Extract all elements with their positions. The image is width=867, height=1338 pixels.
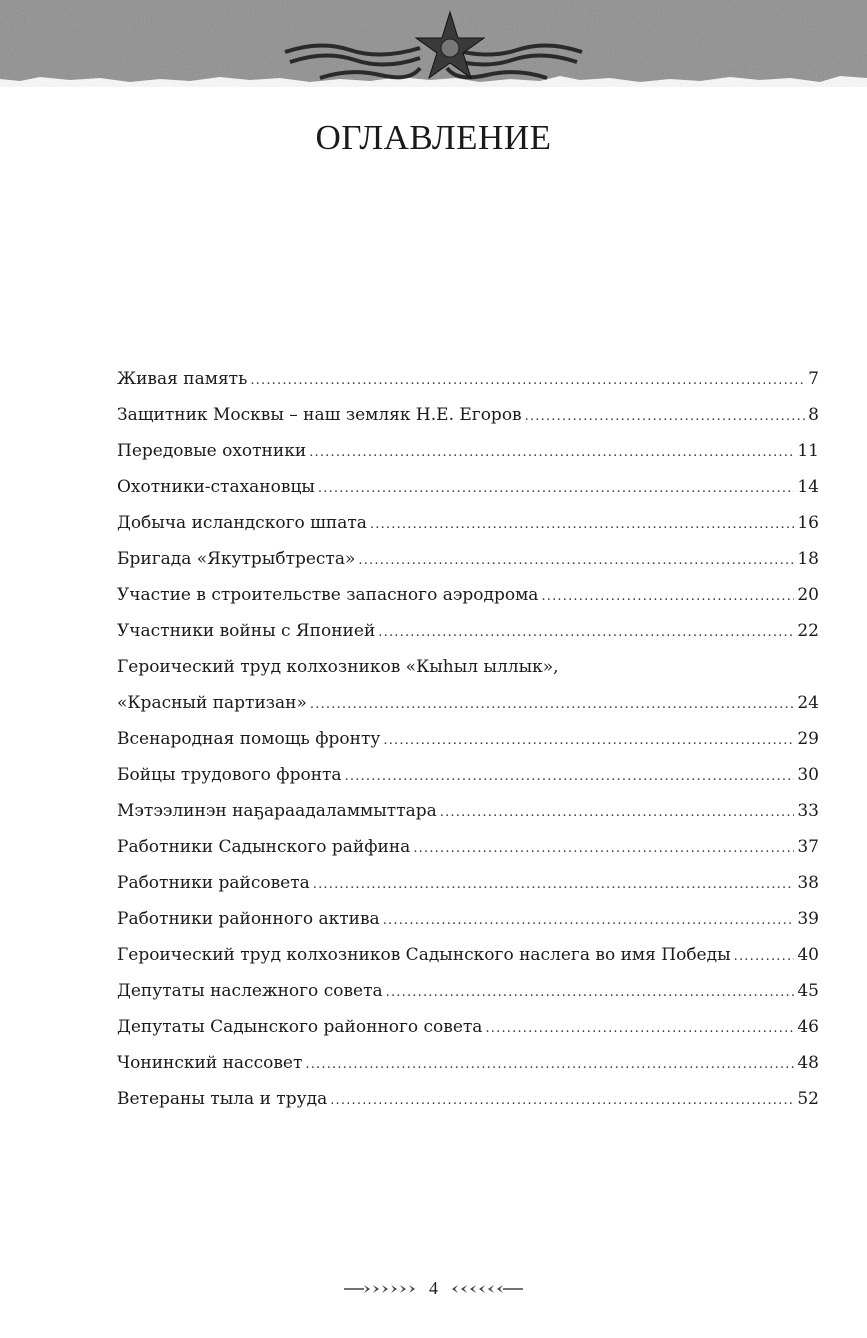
dot-leader [413, 831, 794, 867]
toc-entry-label: Работники районного актива [117, 909, 380, 929]
toc-entry[interactable] [117, 1081, 819, 1117]
toc-entry[interactable] [117, 721, 819, 757]
dot-leader [485, 1011, 794, 1047]
toc-entry-page: 40 [797, 945, 819, 965]
dot-leader [370, 507, 794, 543]
dot-leader [358, 543, 794, 579]
page-number: 4 [429, 1278, 438, 1298]
toc-entry[interactable] [117, 361, 819, 397]
toc-entry-label: Охотники-стахановцы [117, 477, 315, 497]
toc-entry-label: Чонинский нассовет [117, 1053, 303, 1073]
toc-entry-label: Бойцы трудового фронта [117, 765, 342, 785]
dot-leader [541, 579, 794, 615]
toc-entry-label: Бригада «Якутрыбтреста» [117, 549, 356, 569]
toc-entry-page: 18 [797, 549, 819, 569]
dot-leader [330, 1083, 794, 1119]
toc-entry-page: 7 [808, 369, 819, 389]
toc-entry[interactable] [117, 793, 819, 829]
dot-leader [318, 471, 794, 507]
toc-entry[interactable] [117, 937, 819, 973]
toc-entry-label: Живая память [117, 369, 248, 389]
toc-entry-page: 48 [797, 1053, 819, 1073]
toc-entry-label: Передовые охотники [117, 441, 307, 461]
toc-entry[interactable] [117, 901, 819, 937]
toc-entry-label: Участники войны с Японией [117, 621, 376, 641]
toc-entry-page: 38 [797, 873, 819, 893]
toc-entry-page: 33 [797, 801, 819, 821]
toc-entry-page: 45 [797, 981, 819, 1001]
toc-entry-page: 11 [797, 441, 819, 461]
toc-entry-label: Героический труд колхозников «Кыһыл ыллык», [117, 657, 559, 677]
toc-entry-label: «Красный партизан» [117, 693, 307, 713]
toc-entry-page: 46 [797, 1017, 819, 1037]
toc-entry-page: 16 [797, 513, 819, 533]
toc-entry[interactable] [117, 1045, 819, 1081]
toc-entry-label: Героический труд колхозников Садынского наслега во имя Победы [117, 945, 731, 965]
dot-leader [525, 399, 806, 435]
dot-leader [383, 723, 794, 759]
toc-entry[interactable] [117, 973, 819, 1009]
toc-entry-label: Добыча исландского шпата [117, 513, 367, 533]
dot-leader [378, 615, 794, 651]
dot-leader [250, 363, 805, 399]
dot-leader [383, 903, 795, 939]
toc-entry-label: Депутаты наслежного совета [117, 981, 383, 1001]
toc-entry[interactable] [117, 541, 819, 577]
toc-entry-page: 8 [808, 405, 819, 425]
toc-entry[interactable] [117, 685, 819, 721]
toc-entry-page: 39 [797, 909, 819, 929]
toc-entry-line [117, 649, 819, 685]
toc-entry[interactable] [117, 1009, 819, 1045]
toc-entry-page: 22 [797, 621, 819, 641]
dot-leader [305, 1047, 794, 1083]
toc-entry[interactable] [117, 865, 819, 901]
toc-entry[interactable] [117, 577, 819, 613]
toc-entry-page: 24 [797, 693, 819, 713]
dot-leader [313, 867, 795, 903]
toc-entry-page: 30 [797, 765, 819, 785]
toc-entry[interactable] [117, 505, 819, 541]
toc-entry[interactable] [117, 757, 819, 793]
decorative-header [0, 0, 867, 95]
toc-entry-label: Мэтээлинэн наҕараадаламмыттара [117, 801, 437, 821]
toc-entry-label: Всенародная помощь фронту [117, 729, 381, 749]
header-banner-icon [0, 0, 867, 95]
toc-entry-page: 14 [797, 477, 819, 497]
dot-leader [345, 759, 795, 795]
dot-leader [386, 975, 795, 1011]
toc-entry-label: Ветераны тыла и труда [117, 1089, 328, 1109]
dot-leader [734, 939, 795, 975]
toc-entry-page: 20 [797, 585, 819, 605]
dot-leader [310, 687, 794, 723]
page-footer [0, 1278, 867, 1299]
wheat-ornament-left-icon [344, 1283, 419, 1295]
toc-entry[interactable] [117, 829, 819, 865]
toc-entry[interactable] [117, 613, 819, 649]
toc-entry[interactable] [117, 397, 819, 433]
toc-entry-label: Защитник Москвы – наш земляк Н.Е. Егоров [117, 405, 522, 425]
toc-entry[interactable] [117, 433, 819, 469]
page-title: ОГЛАВЛЕНИЕ [315, 118, 552, 157]
toc-entry-page: 37 [797, 837, 819, 857]
toc-entry-label: Работники Садынского райфина [117, 837, 411, 857]
wheat-ornament-right-icon [448, 1283, 523, 1295]
toc-entry-label: Участие в строительстве запасного аэродрома [117, 585, 539, 605]
dot-leader [309, 435, 794, 471]
toc-entry-label: Работники райсовета [117, 873, 310, 893]
dot-leader [440, 795, 795, 831]
table-of-contents [117, 361, 819, 1117]
toc-entry[interactable] [117, 469, 819, 505]
toc-entry-page: 29 [797, 729, 819, 749]
toc-entry-label: Депутаты Садынского районного совета [117, 1017, 483, 1037]
toc-entry-page: 52 [797, 1089, 819, 1109]
